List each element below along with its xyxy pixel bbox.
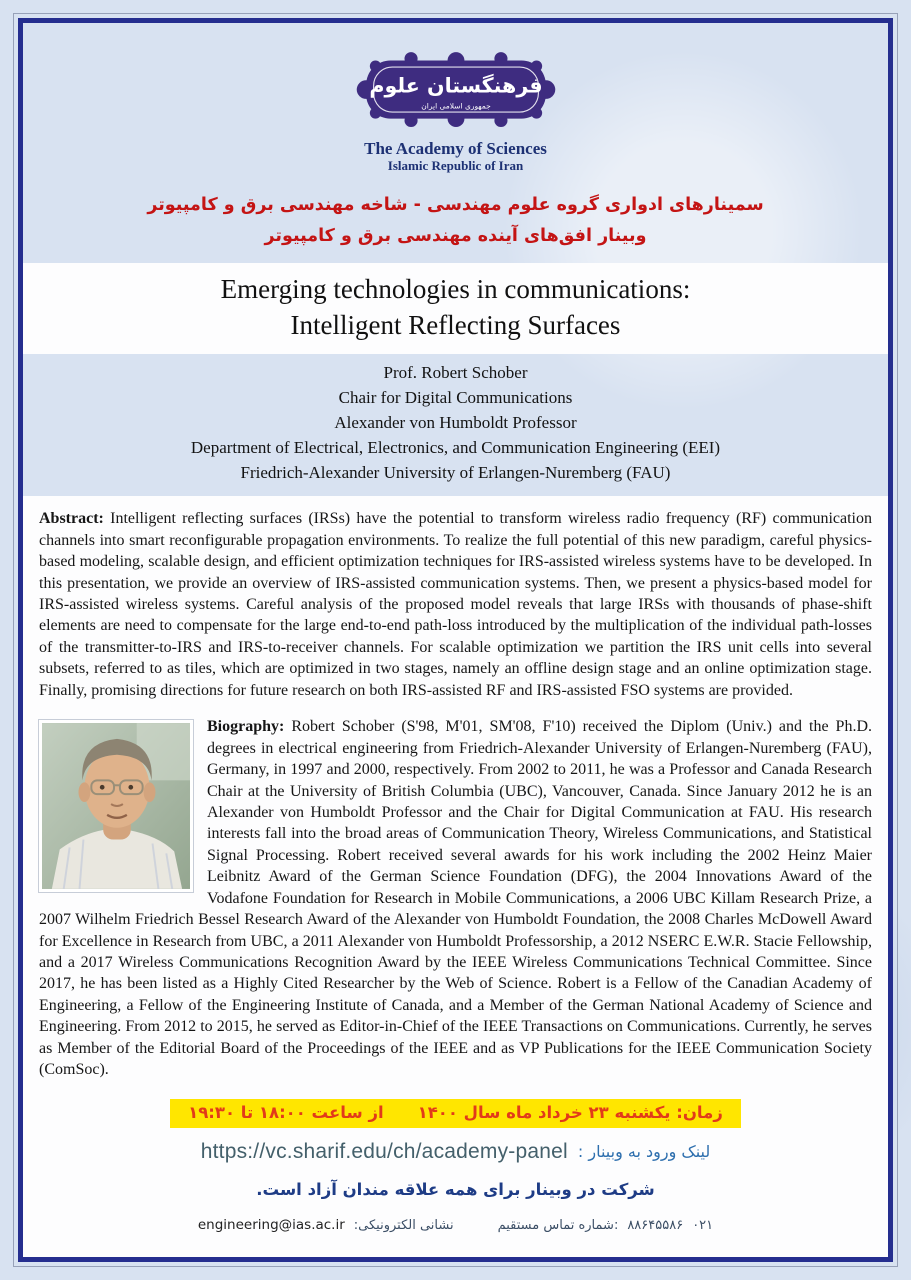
biography-label: Biography:: [207, 718, 285, 736]
speaker-professorship: Alexander von Humboldt Professor: [334, 413, 577, 433]
speaker-role: Chair for Digital Communications: [338, 388, 573, 408]
schedule-row: [39, 1099, 872, 1128]
schedule-date: زمان: یکشنبه ۲۳ خرداد ماه سال ۱۴۰۰: [417, 1102, 723, 1122]
page-title-line-1: Emerging technologies in communications:: [220, 274, 691, 305]
org-name: The Academy of Sciences: [364, 139, 547, 159]
org-subtitle: Islamic Republic of Iran: [387, 157, 524, 173]
biography-section: [39, 716, 872, 1080]
webinar-link-label: لینک ورود به وبینار :: [577, 1142, 711, 1162]
webinar-url[interactable]: https://vc.sharif.edu/ch/academy-panel: [200, 1139, 568, 1163]
speaker-department: Department of Electrical, Electronics, and Communication Engineering (EEI): [190, 438, 721, 458]
webinar-link-row: [39, 1140, 872, 1164]
abstract-text: Intelligent reflecting surfaces (IRSs) have the potential to transform wireless radio frequency (RF) communication channels into smart reconfigurable propagation environments. To realize the full potential of this new paradigm, careful physics-based modeling, scalable design, and efficient optimization techniques for IRS-assisted wireless systems have to be developed. In this presentation, we provide an overview of IRS-assisted communication systems. Then, we present a physics-based model for IRS-assisted wireless systems. Careful analysis of the proposed model reveals that large IRSs with thousands of phase-shift elements are need to compensate for the large end-to-end path-loss introduced by the multiplication of the individual path-losses of the transmitter-to-IRS and IRS-to-receiver channels. For scalable optimization we partition the IRS unit cells into several subsets, referred to as tiles, which are optimized in two stages, namely an offline design stage and an online optimization stage. Finally, promising directions for future research on both IRS-assisted RF and IRS-assisted FSO systems are provided.: [39, 510, 873, 699]
abstract-section: [39, 508, 872, 701]
participation-note: شرکت در وبینار برای همه علاقه مندان آزاد است.: [256, 1179, 655, 1199]
contact-email-label: نشانی الکترونیکی:: [353, 1217, 454, 1233]
contact-email[interactable]: engineering@ias.ac.ir: [197, 1216, 345, 1233]
seminar-series-line-1: سمینارهای ادواری گروه علوم مهندسی - شاخه مهندسی برق و کامپیوتر: [147, 194, 764, 215]
title-band: [23, 263, 888, 354]
speaker-university: Friedrich-Alexander University of Erlangen-Nuremberg (FAU): [240, 463, 671, 483]
logo-calligraphy-text: فرهنگستان علوم: [368, 73, 543, 98]
seminar-series-line-2: وبینار افق‌های آینده مهندسی برق و کامپیوتر: [264, 225, 647, 246]
speaker-photo: [39, 720, 193, 892]
speaker-name: Prof. Robert Schober: [383, 363, 528, 383]
schedule-time: از ساعت ۱۸:۰۰ تا ۱۹:۳۰: [188, 1102, 384, 1122]
seminar-series-block: [23, 190, 888, 251]
logo-subtitle-text: جمهوری اسلامی ایران: [420, 101, 491, 111]
speaker-portrait-graphic: [42, 723, 190, 889]
header-block: [23, 51, 888, 174]
flyer-content: [23, 23, 888, 1257]
abstract-label: Abstract:: [39, 510, 104, 528]
schedule-highlight: [170, 1099, 741, 1128]
academy-logo: [353, 51, 559, 130]
biography-text: Robert Schober (S'98, M'01, SM'08, F'10) received the Diplom (Univ.) and the Ph.D. degrees in electrical engineering from Friedrich-Alexander University of Erlangen-Nuremberg (FAU), Germany, in 1997 and 2000, respectively. From 2002 to 2011, he was a Professor and Canada Research Chair at the University of British Columbia (UBC), Vancouver, Canada. Since January 2012 he is an Alexander von Humboldt Professor and the Chair for Digital Communication at FAU. His research interests fall into the broad areas of Communication Theory, Wireless Communications, and Statistical Signal Processing. Robert received several awards for his work including the 2002 Heinz Maier Leibnitz Award of the German Science Foundation (DFG), the 2004 Innovations Award of the Vodafone Foundation for Research in Mobile Communications, a 2006 UBC Killam Research Prize, a 2007 Wilhelm Friedrich Bessel Research Award of the Alexander von Humboldt Foundation, the 2008 Charles McDowell Award for Excellence in Research from UBC, a 2011 Alexander von Humboldt Professorship, a 2012 NSERC E.W.R. Stacie Fellowship, and a 2017 Wireless Communications Recognition Award by the IEEE Wireless Communications Technical Committee. Since 2017, he has been listed as a Highly Cited Researcher by the Web of Science. Robert is a Fellow of the Canadian Academy of Engineering, a Fellow of the Engineering Institute of Canada, and a Member of the German National Academy of Science and Engineering. From 2012 to 2015, he served as Editor-in-Chief of the IEEE Transactions on Communications. Currently, he serves as Member of the Editorial Board of the Proceedings of the IEEE and as VP Publications for the IEEE Communication Society (ComSoc).: [39, 718, 872, 1079]
page-title-line-2: Intelligent Reflecting Surfaces: [290, 309, 621, 340]
contact-phone-area-code: ۰۲۱: [692, 1217, 714, 1233]
main-text-band: [23, 496, 888, 1257]
speaker-block: [23, 361, 888, 486]
contact-phone-label: شماره تماس مستقیم:: [497, 1217, 619, 1233]
contact-row: [39, 1217, 872, 1233]
contact-phone-number: ۸۸۶۴۵۵۸۶: [627, 1217, 684, 1233]
